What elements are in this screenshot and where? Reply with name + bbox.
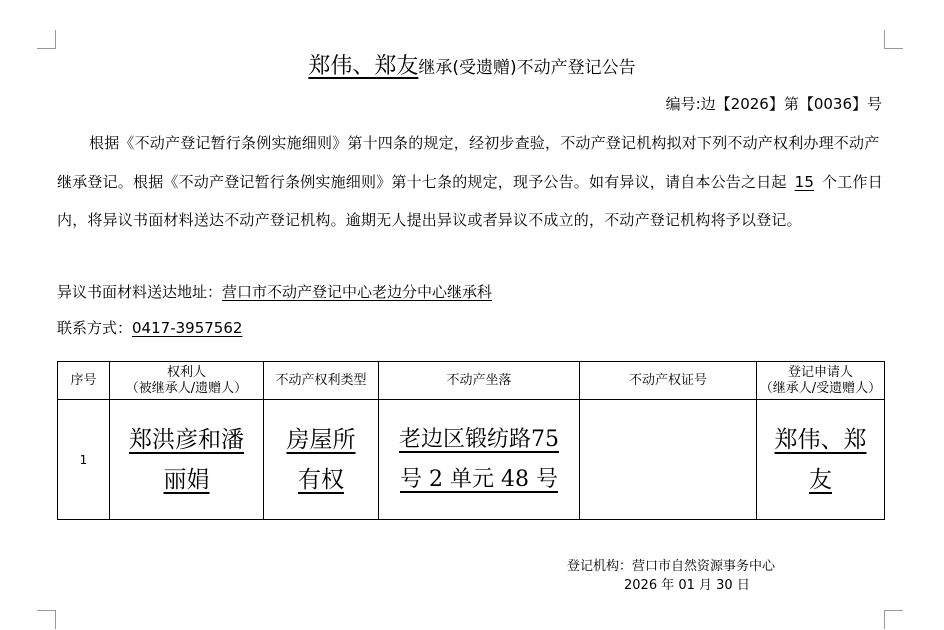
cell-right-type [264,400,379,520]
address-label: 异议书面材料送达地址： [57,283,223,301]
cell-location-line1: 老边区锻纺路75 [399,426,559,452]
cell-applicant-line1: 郑伟、郑 [774,426,867,453]
cell-applicant-line2: 友 [809,466,832,493]
cell-holder-line2: 丽娟 [163,466,210,493]
header-location: 不动产坐落 [379,362,580,400]
header-seq: 序号 [58,362,110,400]
cell-location [379,400,580,520]
cell-applicant [757,400,885,520]
header-holder [110,362,264,400]
header-right-type: 不动产权利类型 [264,362,379,400]
address-value: 营口市不动产登记中心老边分中心继承科 [222,283,493,301]
page-title [0,52,944,83]
cell-holder [110,400,264,520]
corner-mark-top-right [884,30,903,49]
corner-mark-top-left [37,30,56,49]
notice-date: 2026 年 01 月 30 日 [624,578,750,593]
body-text-after-days: 个工作日内，将异议书面材料送达不动产登记机构。逾期无人提出异议或者异议不成立的，不动产登记机构将予以登记。 [57,172,883,229]
corner-mark-bottom-right [884,610,903,629]
body-text-before-days: 根据《不动产登记暂行条例实施细则》第十四条的规定，经初步查验，不动产登记机构拟对下列不动产权利办理不动产继承登记。根据《不动产登记暂行条例实施细则》第十七条的规定，现予公告。如有异议，请自本公告之日起 [57,134,880,191]
address-line [57,280,492,304]
cell-right-type-line1: 房屋所 [286,426,356,453]
header-cert-no: 不动产权证号 [580,362,757,400]
title-rest: 继承(受遗赠)不动产登记公告 [418,58,636,78]
objection-days: 15 [794,172,815,191]
registration-org: 登记机构：营口市自然资源事务中心 [567,559,776,574]
contact-line [57,316,242,340]
header-applicant-line1: 登记申请人 [787,364,853,380]
cell-right-type-line2: 有权 [298,466,344,493]
cell-seq: 1 [58,400,110,520]
cell-location-line2: 号 2 单元 48 号 [400,466,558,492]
document-number: 编号:边【2026】第【0036】号 [665,95,882,113]
header-applicant [757,362,885,400]
table-header-row [58,362,885,400]
table-row [58,400,885,520]
cell-cert-no [580,400,757,520]
notice-body [57,124,885,240]
header-applicant-line2: （继承人/受遗赠人） [759,380,882,396]
contact-value: 0417-3957562 [132,319,243,337]
title-names: 郑伟、郑友 [308,54,419,79]
header-holder-line2: （被继承人/遗赠人） [125,380,248,396]
contact-label: 联系方式： [57,319,133,337]
corner-mark-bottom-left [37,610,56,629]
cell-holder-line1: 郑洪彦和潘 [129,426,244,453]
property-table [57,361,885,520]
header-holder-line1: 权利人 [166,364,206,380]
